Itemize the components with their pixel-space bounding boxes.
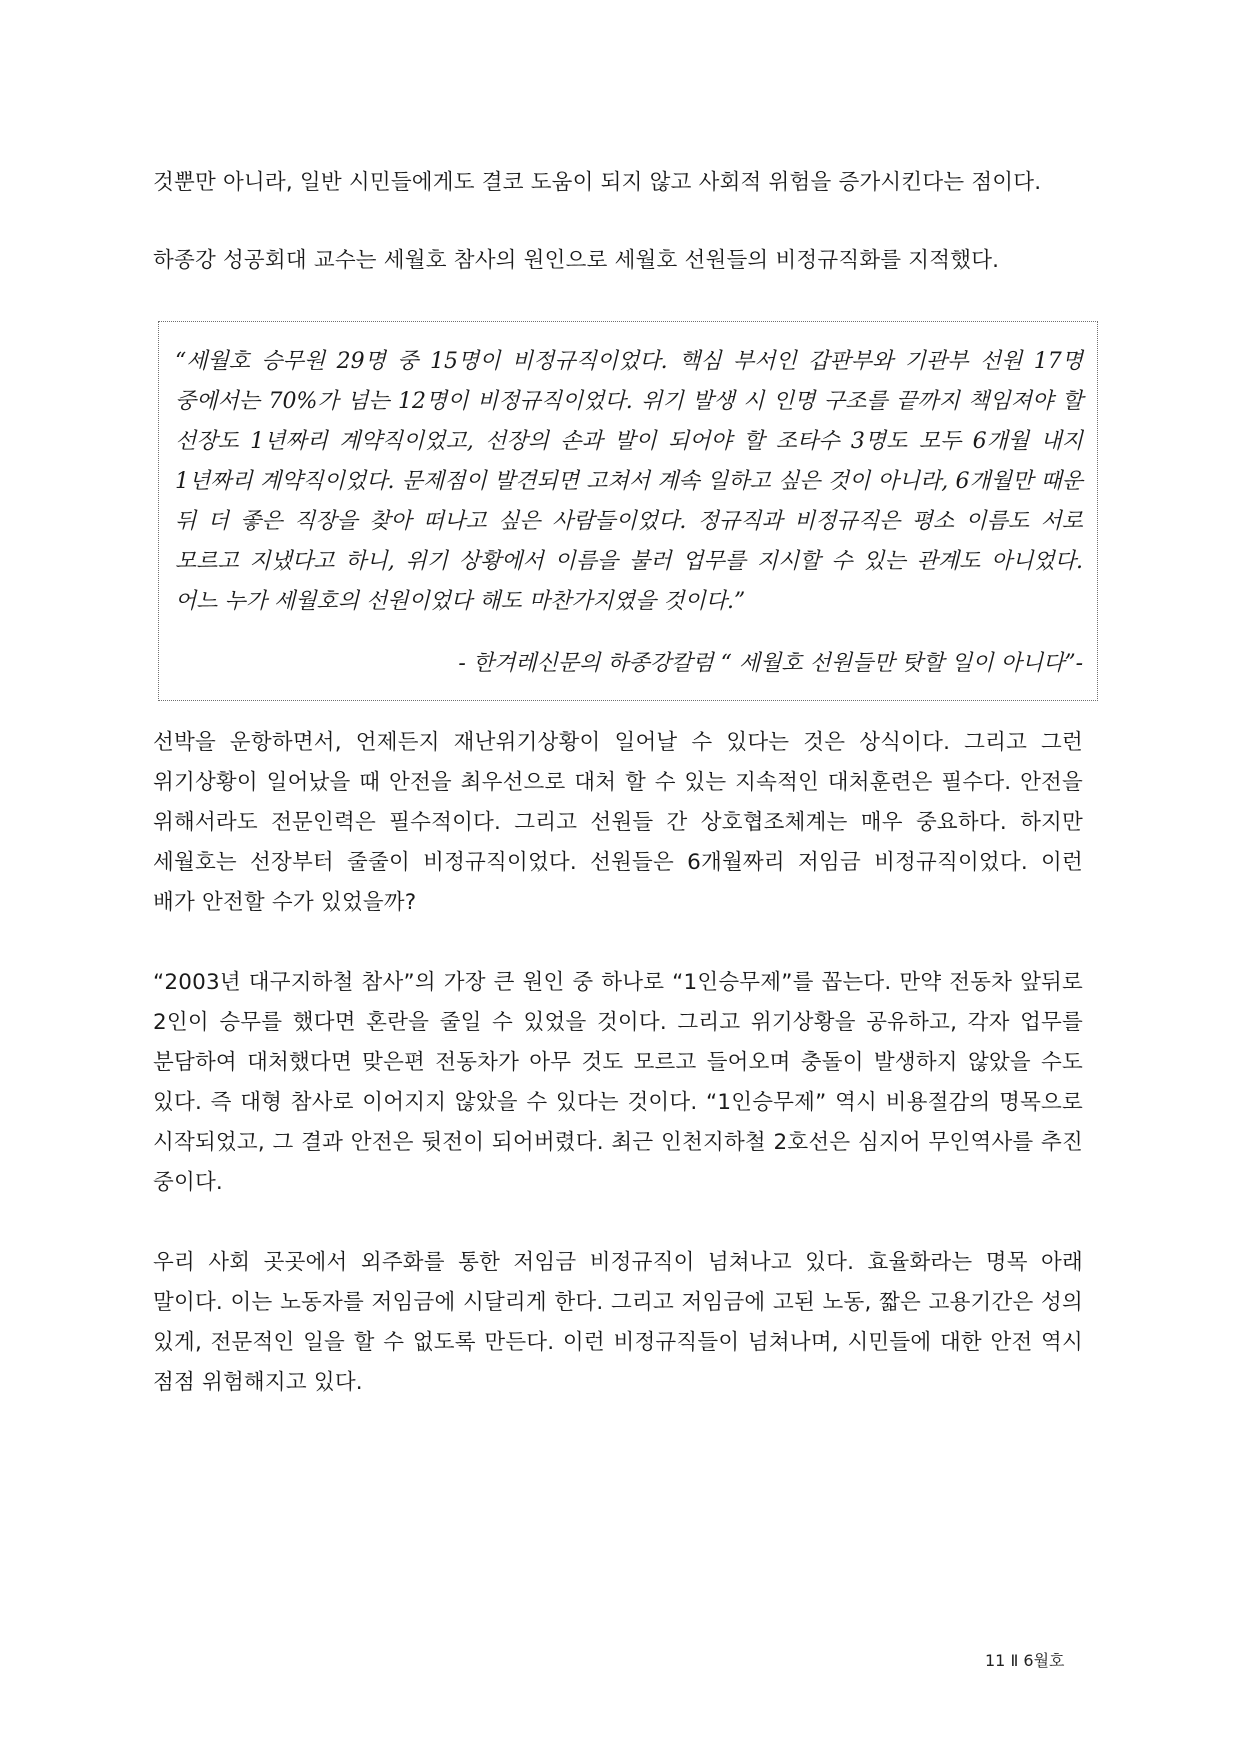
quote-text: “세월호 승무원 29명 중 15명이 비정규직이었다. 핵심 부서인 갑판부와 기관부 선원 17명 중에서는 70%가 넘는 12명이 비정규직이었다. 위기 발생 시 인명 구조를 끝까지 책임져야 할 선장도 1년짜리 계약직이었고, 선장의 손과 발이 되어야 할 조타수 3명도 모두 6개월 내지 1년짜리 계약직이었다. 문제점이 발견되면 고쳐서 계속 일하고 싶은 것이 아니라, 6개월만 때운 뒤 더 좋은 직장을 찾아 떠나고 싶은 사람들이었다. 정규직과 비정규직은 평소 이름도 서로 모르고 지냈다고 하니, 위기 상황에서 이름을 불러 업무를 지시할 수 있는 관계도 아니었다. 어느 누가 세월호의 선원이었다 해도 마찬가지였을 것이다.” [175,349,1083,614]
quote-source: - 한겨레신문의 하종강칼럼 “ 세월호 선원들만 탓할 일이 아니다”- [458,651,1083,676]
paragraph-intro: 것뿐만 아니라, 일반 시민들에게도 결코 도움이 되지 않고 사회적 위험을 증가시킨다는 점이다. [153,170,1042,195]
document-body [153,163,1083,1443]
paragraph-outsourcing: 우리 사회 곳곳에서 외주화를 통한 저임금 비정규직이 넘쳐나고 있다. 효율화라는 명목 아래 말이다. 이는 노동자를 저임금에 시달리게 한다. 그리고 저임금에 고된 노동, 짧은 고용기간은 성의 있게, 전문적인 일을 할 수 없도록 만든다. 이런 비정규직들이 넘쳐나며, 시민들에 대한 안전 역시 점점 위험해지고 있다. [153,1250,1083,1395]
paragraph-professor-claim: 하종강 성공회대 교수는 세월호 참사의 원인으로 세월호 선원들의 비정규직화를 지적했다. [153,248,1000,273]
paragraph-daegu-subway: “2003년 대구지하철 참사”의 가장 큰 원인 중 하나로 “1인승무제”를 꼽는다. 만약 전동차 앞뒤로 2인이 승무를 했다면 혼란을 줄일 수 있었을 것이다. 그리고 위기상황을 공유하고, 각자 업무를 분담하여 대처했다면 맞은편 전동차가 아무 것도 모르고 들어오며 충돌이 발생하지 않았을 수도 있다. 즉 대형 참사로 이어지지 않았을 수 있다는 것이다. “1인승무제” 역시 비용절감의 명목으로 시작되었고, 그 결과 안전은 뒷전이 되어버렸다. 최근 인천지하철 2호선은 심지어 무인역사를 추진 중이다. [153,970,1083,1195]
paragraph-ship-safety: 선박을 운항하면서, 언제든지 재난위기상황이 일어날 수 있다는 것은 상식이다. 그리고 그런 위기상황이 일어났을 때 안전을 최우선으로 대처 할 수 있는 지속적인 대처훈련은 필수다. 안전을 위해서라도 전문인력은 필수적이다. 그리고 선원들 간 상호협조체계는 매우 중요하다. 하지만 세월호는 선장부터 줄줄이 비정규직이었다. 선원들은 6개월짜리 저임금 비정규직이었다. 이런 배가 안전할 수가 있었을까? [153,730,1083,915]
page-number: 11 Ⅱ 6월호 [985,1651,1065,1670]
quote-box [158,321,1098,701]
